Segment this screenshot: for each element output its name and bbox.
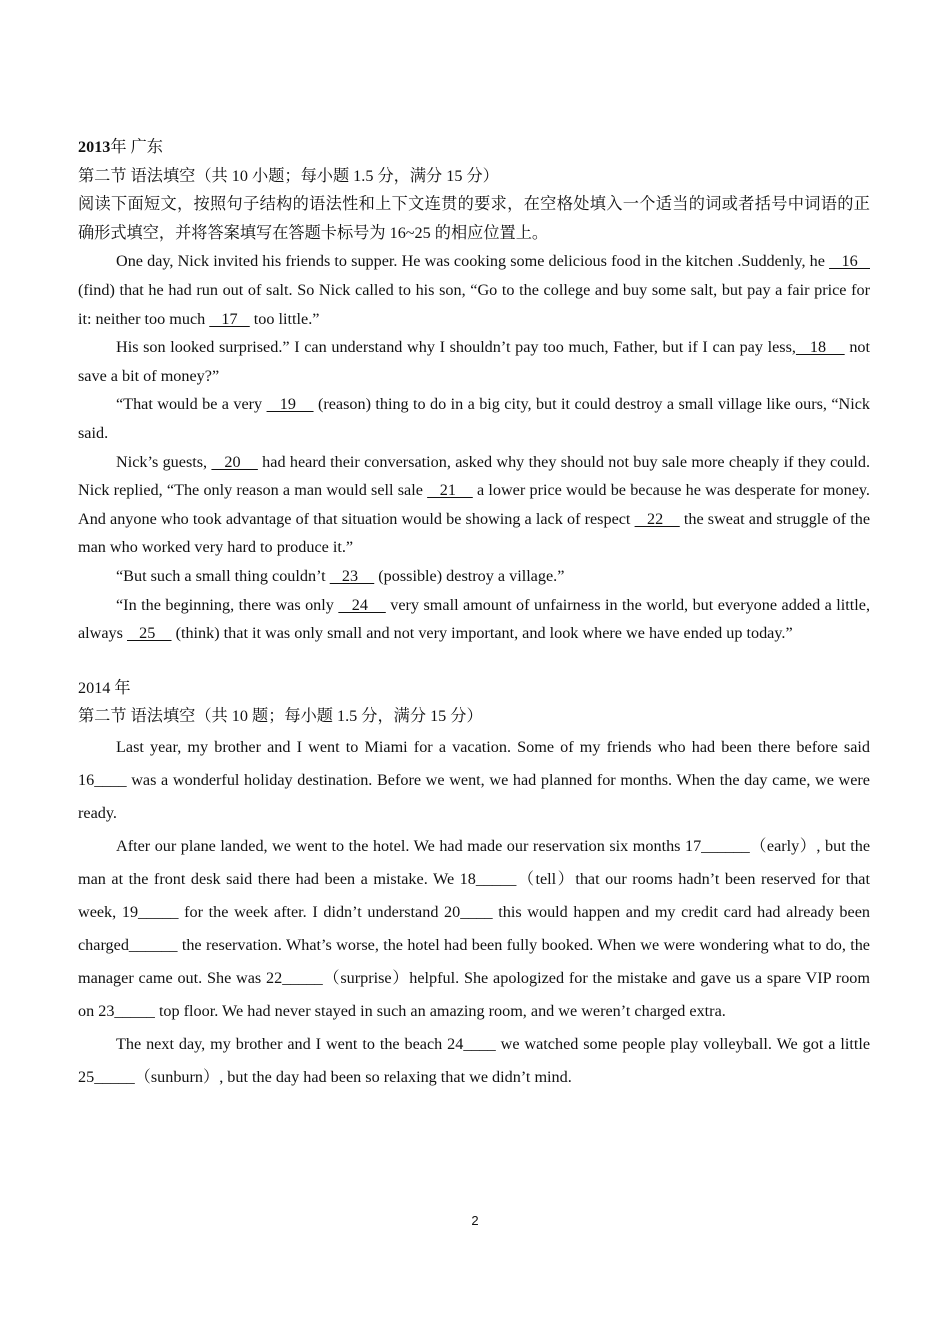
section-2013-subtitle: 第二节 语法填空（共 10 小题；每小题 1.5 分，满分 15 分） — [78, 166, 499, 185]
year-location: 年 广东 — [110, 138, 163, 156]
passage-2013-paragraph-1: One day, Nick invited his friends to supper. He was cooking some delicious food in the kitchen .Suddenly, he 16 (find) that he had run out of salt. So Nick called to his son, “Go to the college and buy some salt, but pay a fair price for it: neither too much 17 too little.” — [78, 252, 870, 328]
blank-18: 18 — [795, 338, 845, 357]
passage-2014-paragraph-3: The next day, my brother and I went to the beach 24____ we watched some people play volleyball. We got a little 25_____（sunburn）, but the day had been so relaxing that we didn’t mind. — [78, 1034, 870, 1086]
passage-2014-paragraph-1: Last year, my brother and I went to Miami for a vacation. Some of my friends who had been there before said 16____ was a wonderful holiday destination. Before we went, we had planned for months. When the day came, we were ready. — [78, 737, 870, 822]
blank-16: 16 — [829, 252, 870, 271]
blank-21: 21 — [427, 481, 473, 500]
blank-17: 17 — [209, 309, 250, 328]
section-spacer — [78, 648, 870, 674]
section-2014-heading: 2014 年 — [78, 678, 131, 697]
section-2014-subtitle: 第二节 语法填空（共 10 题；每小题 1.5 分，满分 15 分） — [78, 707, 483, 726]
passage-2013-paragraph-3: “That would be a very 19 (reason) thing to do in a big city, but it could destroy a small village like ours, “Nick said. — [78, 395, 871, 442]
page-number: 2 — [471, 1213, 479, 1228]
section-2013-heading — [78, 133, 870, 162]
passage-2014-paragraph-2: After our plane landed, we went to the hotel. We had made our reservation six months 17______（early）, but the man at the front desk said there had been a mistake. We 18_____（tell）that our rooms hadn’t been reserved for that week, 19_____ for the week after. I didn’t understand 20____ this would happen and my credit card had already been charged______ the reservation. What’s worse, the hotel had been fully booked. When we were wondering what to do, the manager came out. She was 22_____（surprise）helpful. She apologized for the mistake and gave us a spare VIP room on 23_____ top floor. We had never stayed in such an amazing room, and we weren’t charged extra. — [78, 836, 870, 1020]
section-2013-instructions: 阅读下面短文，按照句子结构的语法性和上下文连贯的要求，在空格处填入一个适当的词或者括号中词语的正确形式填空，并将答案填写在答题卡标号为 16~25 的相应位置上。 — [78, 195, 870, 242]
blank-22: 22 — [634, 509, 680, 528]
document-page — [78, 133, 870, 1094]
blank-20: 20 — [211, 452, 258, 471]
passage-2013-paragraph-4: Nick’s guests, 20 had heard their conversation, asked why they should not buy sale more cheaply if they could. Nick replied, “The only reason a man would sell sale 21 a lower price would be because he was desperate for money. And anyone who took advantage of that situation would be showing a lack of respect 22 the sweat and struggle of the man who worked very hard to produce it.” — [78, 452, 871, 557]
blank-24: 24 — [338, 595, 386, 614]
passage-2013-paragraph-5: “But such a small thing couldn’t 23 (possible) destroy a village.” — [116, 566, 565, 585]
passage-2013-paragraph-2: His son looked surprised.” I can understand why I shouldn’t pay too much, Father, but if I can pay less, 18 not save a bit of money?” — [78, 338, 871, 385]
passage-2013-paragraph-6: “In the beginning, there was only 24 very small amount of unfairness in the world, but everyone added a little, always 25 (think) that it was only small and not very important, and look where we have ended up today.” — [78, 595, 870, 643]
blank-23: 23 — [329, 566, 375, 585]
year-2013: 2013 — [78, 138, 111, 156]
blank-19: 19 — [266, 395, 314, 414]
blank-25: 25 — [127, 624, 172, 643]
